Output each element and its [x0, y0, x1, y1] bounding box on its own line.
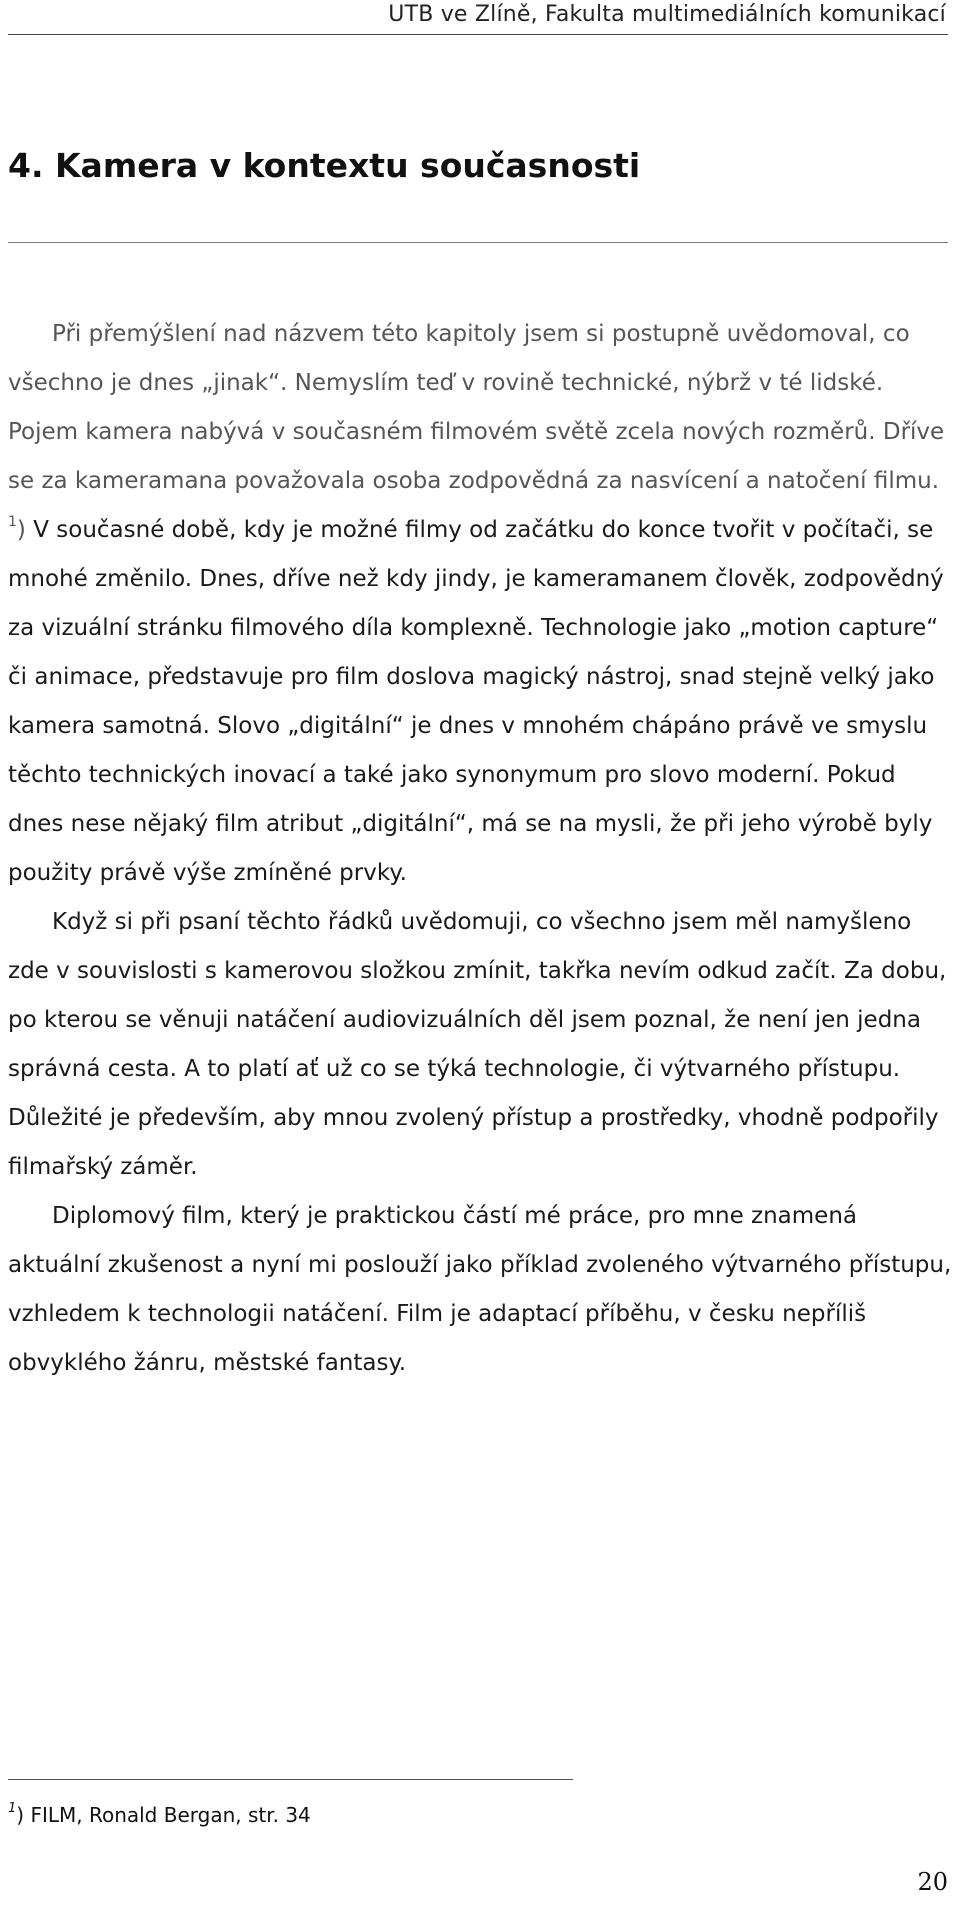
chapter-title: 4. Kamera v kontextu současnosti [8, 146, 641, 185]
paragraph-1-intro: Při přemýšlení nad názvem této kapitoly jsem si postupně uvědomoval, co všechno je dnes „jinak“. Nemyslím teď v rovině technické, nýbrž v té lidské. Pojem kamera nabývá v současném filmovém světě zcela nových rozměrů. Dříve se za kameramana považovala osoba zodpovědná za nasvícení a natočení filmu. [8, 321, 945, 494]
paragraph-1-main: V současné době, kdy je možné filmy od začátku do konce tvořit v počítači, se mnohé změnilo. Dnes, dříve než kdy jindy, je kameramanem člověk, zodpovědný za vizuální stránku filmového díla komplexně. Technologie jako „motion capture“ či animace, představuje pro film doslova magický nástroj, snad stejně velký jako kamera samotná. Slovo „digitální“ je dnes v mnohém chápáno právě ve smyslu těchto technických inovací a také jako synonymum pro slovo moderní. Pokud dnes nese nějaký film atribut „digitální“, má se na mysli, že při jeho výrobě byly použity právě výše zmíněné prvky. [8, 517, 944, 886]
title-rule [8, 242, 948, 243]
paragraph-2: Když si při psaní těchto řádků uvědomuji, co všechno jsem měl namyšleno zde v souvislosti s kamerovou složkou zmínit, takřka nevím odkud začít. Za dobu, po kterou se věnuji natáčení audiovizuálních děl jsem poznal, že není jen jedna správná cesta. A to platí ať už co se týká technologie, či výtvarného přístupu. Důležité je především, aby mnou zvolený přístup a prostředky, vhodně podpořily filmařský záměr. [8, 909, 947, 1180]
footnote-rule [8, 1779, 573, 1780]
paragraph-3: Diplomový film, který je praktickou částí mé práce, pro mne znamená aktuální zkušenost a nyní mi poslouží jako příklad zvoleného výtvarného přístupu, vzhledem k technologii natáčení. Film je adaptací příběhu, v česku nepříliš obvyklého žánru, městské fantasy. [8, 1203, 952, 1376]
footnote-marker: 1 [8, 1801, 17, 1817]
footnote-reference-close: ) [16, 517, 26, 543]
footnote-reference: 1 [8, 514, 17, 531]
running-header: UTB ve Zlíně, Fakulta multimediálních komunikací [388, 2, 946, 27]
footnote-text: ) FILM, Ronald Bergan, str. 34 [16, 1803, 311, 1827]
paragraph-1 [8, 310, 953, 898]
header-rule [8, 34, 948, 35]
footnote [8, 1803, 311, 1827]
page-number: 20 [917, 1868, 948, 1896]
body-text [8, 310, 953, 1388]
